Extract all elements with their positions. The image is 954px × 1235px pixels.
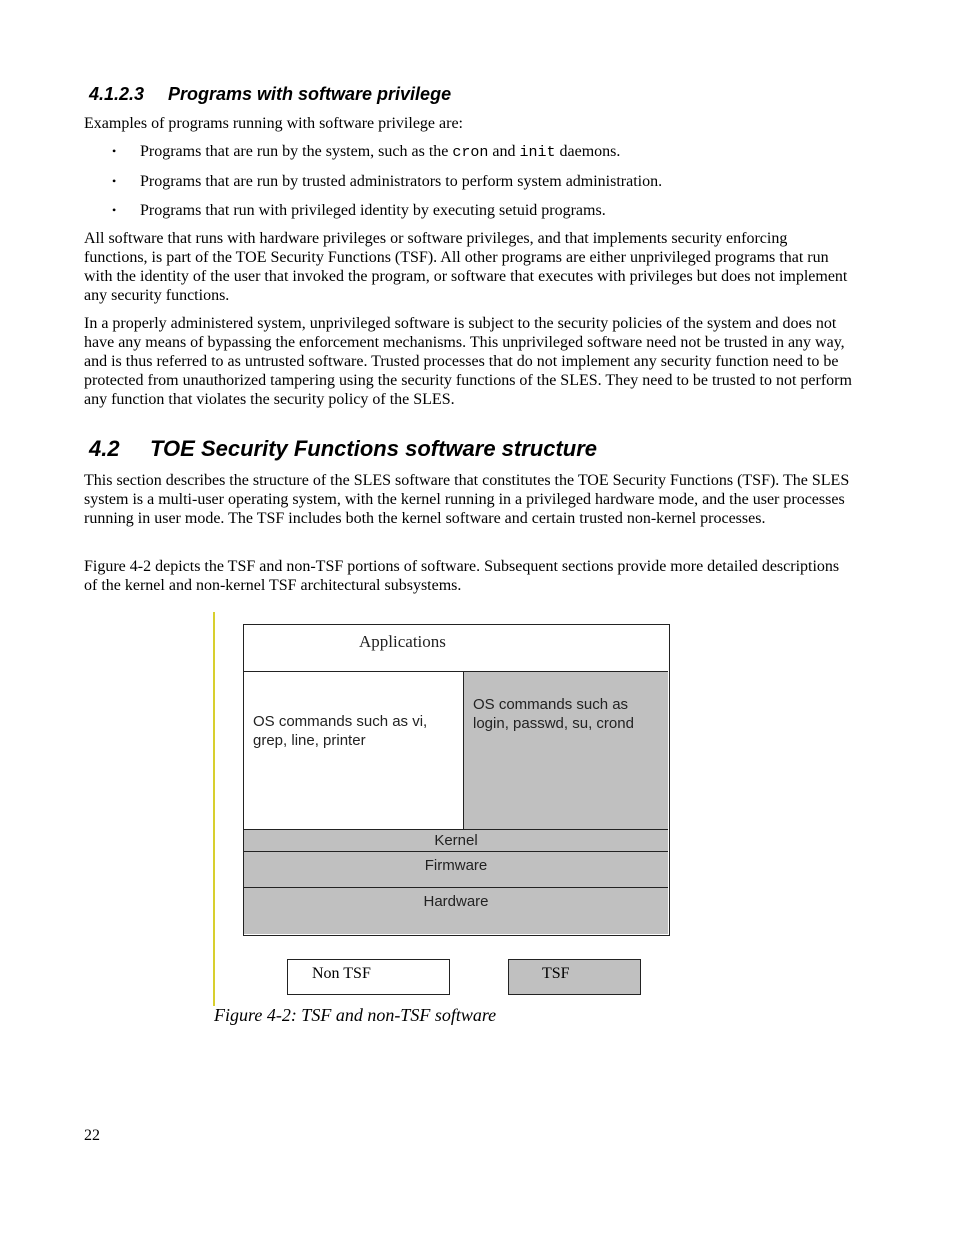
- bullet-text: Programs that are run by the system, such as the cron and init daemons.: [140, 143, 621, 161]
- code-cron: cron: [452, 144, 489, 161]
- bullet-icon: •: [112, 144, 117, 158]
- section-heading-4-2: [89, 436, 597, 462]
- list-item: [84, 172, 854, 202]
- section-title: Programs with software privilege: [168, 84, 452, 104]
- section-number: 4.1.2.3: [89, 84, 145, 104]
- margin-change-bar: [213, 612, 215, 1006]
- page-number: 22: [84, 1127, 100, 1144]
- bullet-text: Programs that run with privileged identity by executing setuid programs.: [140, 202, 606, 219]
- bullet-text: Programs that are run by trusted administrators to perform system administration.: [140, 172, 663, 190]
- list-item: [84, 142, 854, 172]
- list-item: [84, 201, 854, 231]
- tsf-diagram: [243, 624, 670, 936]
- non-tsf-os-commands-box: OS commands such as vi, grep, line, printer: [244, 672, 464, 829]
- body-paragraph: In a properly administered system, unprivileged software is subject to the security policies of the system and does not have any means of bypassing the enforcement mechanisms. This unprivileged software need not be trusted in any way, and is thus referred to as untrusted software. Trusted processes that do not implement any security function need to be protected from unauthorized tampering using the security functions of the SLES. They need to be trusted to not perform any function that violates the security policy of the SLES.: [84, 315, 852, 408]
- bullet-icon: •: [112, 173, 117, 188]
- bullet-list: [84, 142, 854, 231]
- bullet-icon: •: [112, 203, 117, 217]
- hardware-layer: Hardware: [244, 888, 668, 934]
- section-title: TOE Security Functions software structure: [150, 436, 598, 461]
- body-paragraph: Figure 4-2 depicts the TSF and non-TSF portions of software. Subsequent sections provide more detailed descriptions of the kernel and non-kernel TSF architectural subsystems.: [84, 558, 840, 594]
- intro-paragraph: Examples of programs running with software privilege are:: [84, 115, 463, 132]
- code-init: init: [519, 144, 556, 161]
- body-paragraph: All software that runs with hardware privileges or software privileges, and that implements security enforcing functions, is part of the TOE Security Functions (TSF). All other programs are either unprivileged programs that run with the identity of the user that invoked the program, or software that executes with privileges but does not implement any security functions.: [84, 230, 848, 304]
- section-heading-4-1-2-3: [89, 84, 451, 105]
- firmware-layer: Firmware: [244, 852, 668, 888]
- tsf-os-commands-box: OS commands such as login, passwd, su, crond: [464, 672, 668, 829]
- body-paragraph: This section describes the structure of the SLES software that constitutes the TOE Security Functions (TSF). The SLES system is a multi-user operating system, with the kernel running in a privileged hardware mode, and the user processes running in user mode. The TSF includes both the kernel software and certain trusted non-kernel processes.: [84, 472, 850, 527]
- legend-tsf: TSF: [508, 959, 641, 995]
- legend-non-tsf: Non TSF: [287, 959, 450, 995]
- applications-layer: Applications: [244, 625, 668, 672]
- figure-caption: Figure 4-2: TSF and non-TSF software: [214, 1005, 497, 1025]
- section-number: 4.2: [89, 436, 120, 461]
- kernel-layer: Kernel: [244, 829, 668, 852]
